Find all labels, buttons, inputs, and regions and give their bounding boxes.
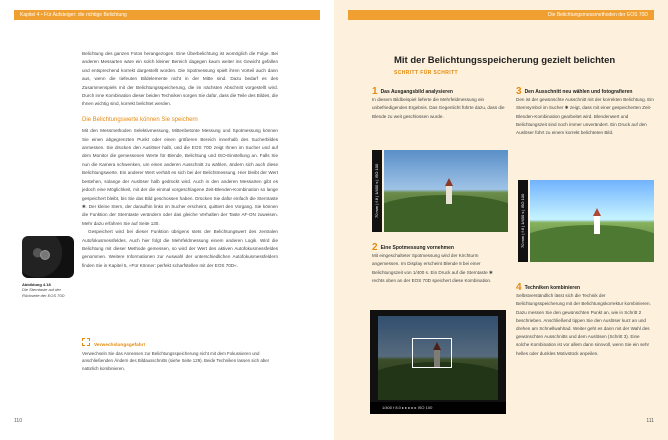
warning-text: Verwechseln Sie das Annessen zur Belichtungsspeicherung nicht mit dem Fokussieren und anschließenden Ändern des Bildausschnitts (siehe Seite 129). Beide Techniken lassen sich aber natürlich kombinieren. xyxy=(82,350,270,371)
workshop-title: Mit der Belichtungsspeicherung gezielt belichten xyxy=(394,55,616,66)
photo-church-underexposed xyxy=(384,150,508,232)
workshop-subtitle: SCHRITT FÜR SCHRITT xyxy=(394,70,458,76)
intro-paragraph: Belichtung des ganzen Fotos herangezogen. Eine Überbelichtung ist womöglich die Folge. Bei anderen Messarten wäre ein solch kleiner Bereich dagegen kaum weiter ins Gewicht gefallen und entsprechend korrekt dargestellt worden. Die Spotmessung spielt ihren Vorteil auch dann aus, wenn die tiefeuten Bildelemente nicht in der Mitte sind. Dazu bedarf es des Zusammenspiels mit der Belichtungsspeicherung, die im nächsten Abschnitt vorgestellt wird. Durch inne Kombination dieser beiden Techniken sorgen Sie dafür, dass die Teile des Bildes, die Ihnen wichtig sind, korrekt belichtet werden. xyxy=(82,51,278,107)
step-text: Den ist der gewünschte Ausschnitt mit der korrekten Belichtung. Ein Sternsymbol im Sucher ✱ zeigt, dass mit einer gespeicherten Zeit-Blenden-Kombination gearbeitet wird. Blendenwert und Belichtungszeit sind noch immer unverändert. Ein Druck auf den Auslöser führt zu einem korrekt belichteten Bild. xyxy=(516,97,654,136)
page-number-right: 111 xyxy=(646,418,654,424)
step-4 xyxy=(516,284,654,358)
church-tower xyxy=(446,186,452,204)
caption-label: Abbildung 4.18 xyxy=(22,282,51,287)
step-title: Das Ausgangsbild analysieren xyxy=(380,89,453,95)
step-title: Eine Spotmessung vornehmen xyxy=(380,245,454,251)
running-header-left: Kapitel 4 • Für Aufsteiger: die richtige Belichtung xyxy=(14,10,320,20)
exif-tag-1: 70 mm | f 8 | 1/400 s | ISO 100 xyxy=(372,150,382,232)
right-page xyxy=(334,0,668,440)
step-number: 1 xyxy=(372,86,378,97)
step-text: Mit eingeschalteter Spotmessung wird der Kirchturm angemessen. Im Display erscheint Blende 8 bei einer Belichtungszeit von 1/400 s. Ein Druck auf die Sterntaste ✱ rechts oben an der EOS 70D speichert diese Kombination. xyxy=(372,253,493,283)
warning-title: Verwechslungsgefahr! xyxy=(94,343,146,348)
running-header-right: Die Belichtungsmessmethoden der EOS 70D xyxy=(348,10,654,20)
photo-church-correct xyxy=(530,180,654,262)
page-number-left: 110 xyxy=(14,418,22,424)
step-number: 3 xyxy=(516,86,522,97)
step-1 xyxy=(372,88,506,121)
figure-caption xyxy=(22,282,74,298)
section-heading: Die Belichtungswerte können Sie speichern xyxy=(82,116,198,123)
step-number: 4 xyxy=(516,282,522,293)
left-body-text xyxy=(82,50,278,270)
section-paragraph-2: Gespeichert wird bei dieser Funktion übrigens stets der Belichtungswert des zentralen Autofokusmessfeldes. Auch hier folgt die Mehrfeldmessung einem anderen Logik. Wird die Belichtung mit dieser Methode gemessen, so wird der Wert des aktiven Autofokusmessfeldes genommen. Weitere Informationen zur Auswahl der unterschiedlichen Autofokusmessfeldern finden Sie in Kapitel 5, »Für Könner: perfekt scharfstellen mit der EOS 70D«. xyxy=(82,229,278,268)
lcd-playback-image xyxy=(370,310,506,414)
warning-box xyxy=(82,342,272,372)
spot-frame xyxy=(412,338,452,368)
step-text: In diesem Bildbeispiel lieferte die Mehrfeldmessung ein unbefriedigendes Ergebnis. Das Gegenlicht führte dazu, dass die Blende zu weit geschlossen wurde. xyxy=(372,97,505,119)
exif-tag-2: 70 mm | f 8 | 1/400 s | ISO 100 xyxy=(518,180,528,262)
step-text: Selbstverständlich lässt sich die Technik der Belichtungsspeicherung mit der Belichtungskorrektur kombinieren. Dazu messen Sie den gewünschten Punkt an, wie in Schritt 2 beschrieben. Anschließend tippen Sie den Auslöser kurz an und drehen am Schnellwahlrad. Weiter geht es dann mit der Wahl des gewünschten Ausschnitts und dem Auslösen (Schritt 3). Eine solche Kombination ist vor allem dann sinnvoll, wenn Sie ein sehr helles oder dunkles Motivstück anpeilen. xyxy=(516,293,651,356)
caption-text: Die Sterntaste auf der Rückseite der EOS 70D xyxy=(22,287,65,298)
step-3 xyxy=(516,88,654,137)
step-2 xyxy=(372,244,506,285)
section-paragraph-1: Mit den Messmethoden Selektivmessung, Mittenbetonte Messung und Spotmessung können Sie einen abgegrenzten Punkt oder einen größeren Bereich innerhalb des Sucherbildes anmessen. Sie drücken den Auslöser halb, und die EOS 70D zeigt Ihnen im Sucher und auf dem Monitor die gemessenen Werte für Blende, Belichtung und ISO-Einstellung an. Falls Sie nun die Kamera schwenken, um einen anderen Ausschnitt zu wählen, ändern sich auch diese Belichtungswerte. Ein anderer Wert verhält es sich bei der Belichtmessung. Hier bleibt der Wert bestehen, solange der Auslöser halb gedrückt wird. Auch in den anderen Messarten gibt es jedoch eine Möglichkeit, mit der die einmal vorgeschlagene Zeit-Blenden-Kombination so lange gespeichert bleibt, bis Sie das Bild geschossen haben. Drücken Sie dafür einfach die Sterntaste ✱. Der kleine Stern, der daraufhin links im Sucher erscheint, quittiert den Vorgang. Sie können die Funktion der Sterntaste verändern oder das gleiche Verhalten der Taste AF-ON zuweisen. Mehr dazu erfahren Sie auf Seite 130. xyxy=(82,128,278,226)
lcd-info-bar: 1/400 f 8.0 ▸ ▸ ▸ ▸ ▸ ISO 100 xyxy=(370,402,506,414)
step-title: Den Ausschnitt neu wählen und fotografieren xyxy=(524,89,633,95)
step-number: 2 xyxy=(372,242,378,253)
step-title: Techniken kombinieren xyxy=(524,285,581,291)
star-button-icon xyxy=(40,250,50,260)
camera-back-image xyxy=(22,236,74,278)
